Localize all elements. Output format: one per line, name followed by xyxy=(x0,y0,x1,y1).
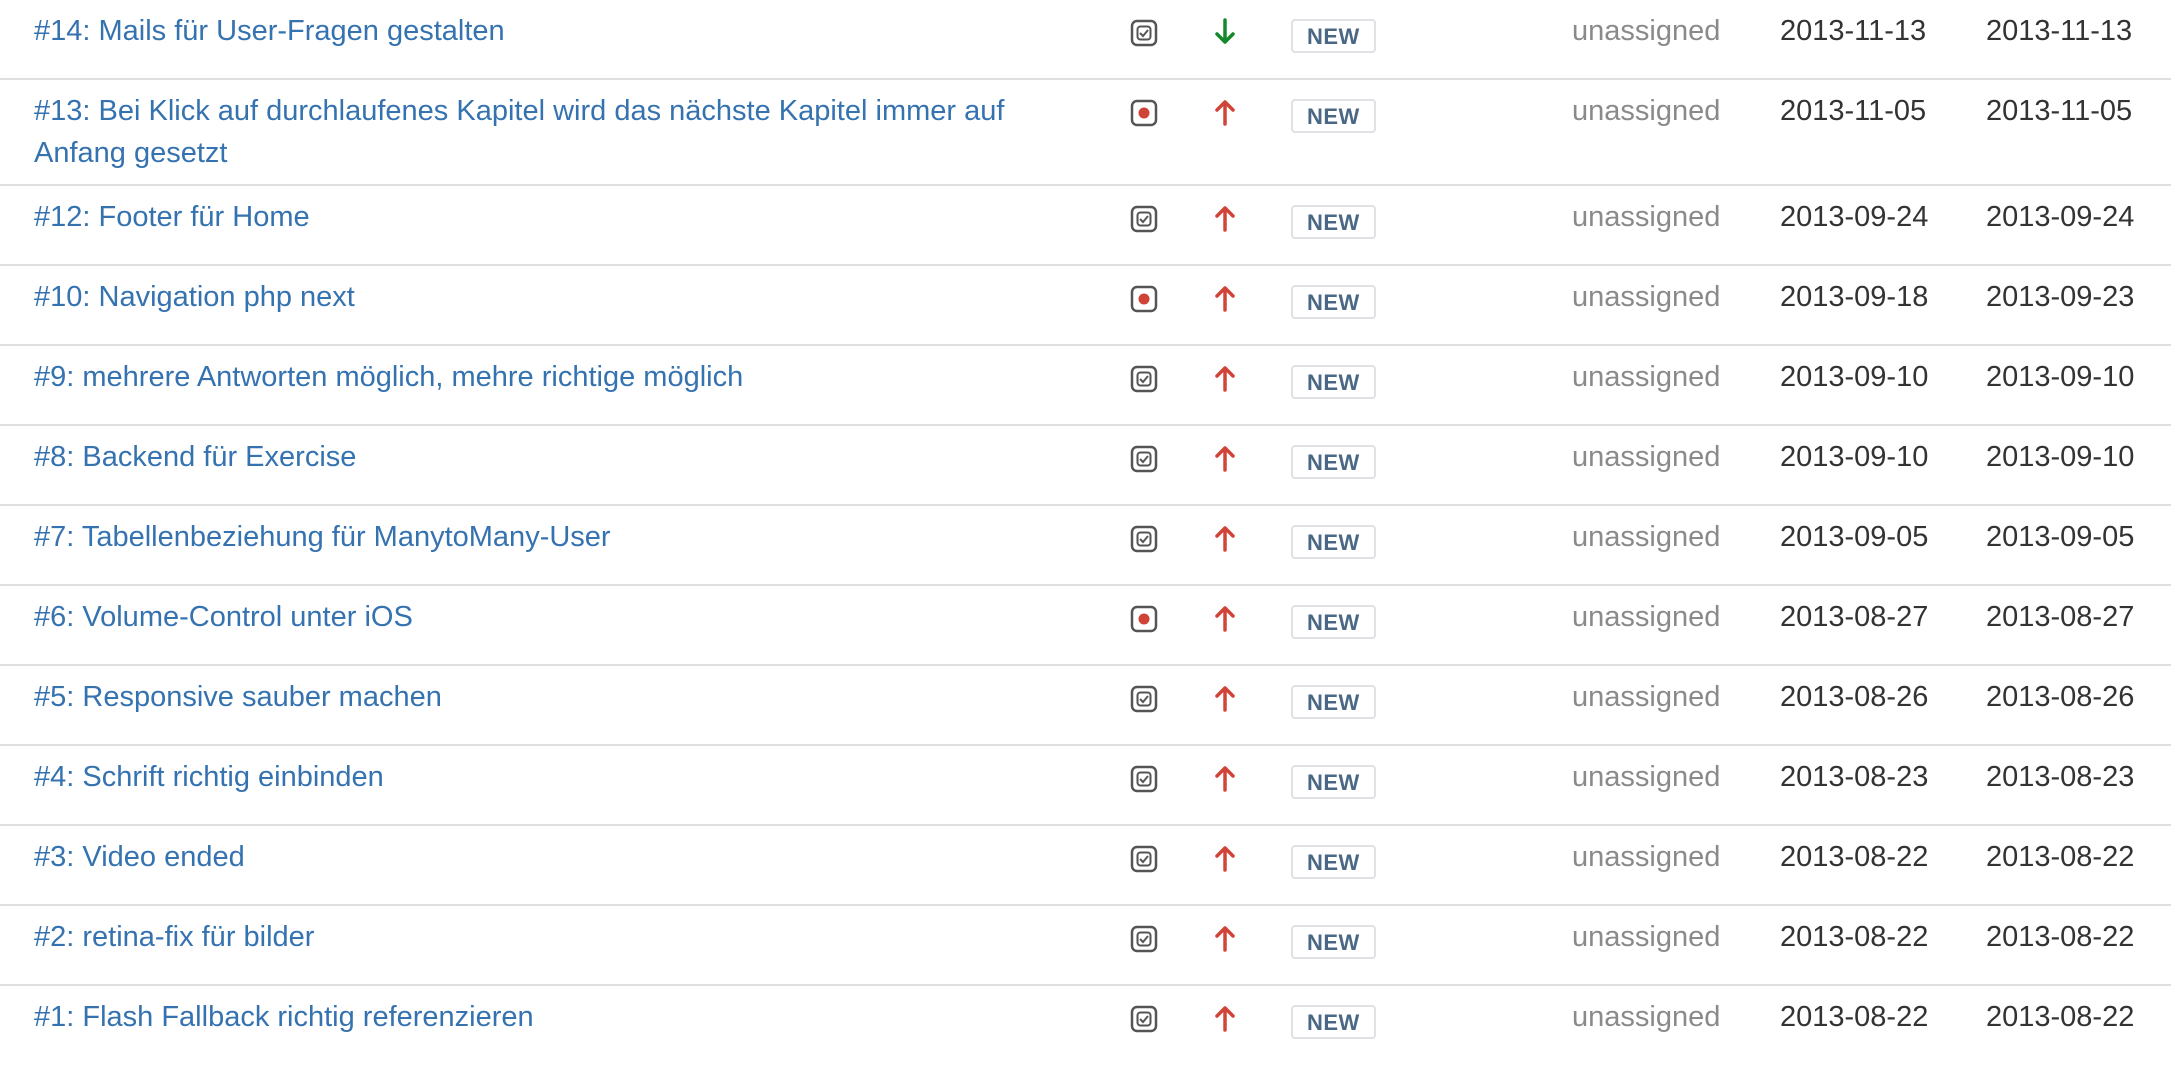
assignee-text: unassigned xyxy=(1572,95,1721,127)
assignee-text: unassigned xyxy=(1572,601,1721,633)
improvement-icon xyxy=(1130,765,1158,793)
priority-high-arrow-up-icon xyxy=(1214,203,1236,233)
created-date: 2013-08-26 xyxy=(1780,681,1929,713)
priority-high-arrow-up-icon xyxy=(1214,97,1236,127)
issue-title-link[interactable]: #7: Tabellenbeziehung für ManytoMany-User xyxy=(34,521,611,553)
created-date: 2013-09-05 xyxy=(1780,521,1929,553)
priority-high-arrow-up-icon xyxy=(1214,283,1236,313)
issue-row xyxy=(0,746,2171,826)
issue-row xyxy=(0,266,2171,346)
created-date: 2013-09-10 xyxy=(1780,361,1929,393)
issue-row xyxy=(0,0,2171,80)
updated-date: 2013-09-10 xyxy=(1986,441,2135,473)
status-badge: NEW xyxy=(1291,205,1376,239)
issue-row xyxy=(0,906,2171,986)
assignee-text: unassigned xyxy=(1572,201,1721,233)
improvement-icon xyxy=(1130,925,1158,953)
issue-row xyxy=(0,826,2171,906)
issue-row xyxy=(0,506,2171,586)
issue-title-link[interactable]: #4: Schrift richtig einbinden xyxy=(34,761,384,793)
status-badge: NEW xyxy=(1291,845,1376,879)
issue-title-link[interactable]: #2: retina-fix für bilder xyxy=(34,921,315,953)
improvement-icon xyxy=(1130,845,1158,873)
status-badge: NEW xyxy=(1291,19,1376,53)
improvement-icon xyxy=(1130,365,1158,393)
updated-date: 2013-09-23 xyxy=(1986,281,2135,313)
bug-icon xyxy=(1130,605,1158,633)
created-date: 2013-09-24 xyxy=(1780,201,1929,233)
priority-high-arrow-up-icon xyxy=(1214,1003,1236,1033)
issue-row xyxy=(0,346,2171,426)
status-badge: NEW xyxy=(1291,925,1376,959)
updated-date: 2013-09-24 xyxy=(1986,201,2135,233)
updated-date: 2013-11-13 xyxy=(1986,15,2133,47)
status-badge: NEW xyxy=(1291,365,1376,399)
priority-high-arrow-up-icon xyxy=(1214,923,1236,953)
status-badge: NEW xyxy=(1291,605,1376,639)
issue-title-link[interactable]: #10: Navigation php next xyxy=(34,281,355,313)
improvement-icon xyxy=(1130,685,1158,713)
improvement-icon xyxy=(1130,205,1158,233)
assignee-text: unassigned xyxy=(1572,521,1721,553)
assignee-text: unassigned xyxy=(1572,761,1721,793)
updated-date: 2013-08-27 xyxy=(1986,601,2135,633)
issue-row xyxy=(0,986,2171,1066)
priority-high-arrow-up-icon xyxy=(1214,603,1236,633)
bug-icon xyxy=(1130,99,1158,127)
created-date: 2013-11-13 xyxy=(1780,15,1927,47)
issue-title-link[interactable]: #12: Footer für Home xyxy=(34,201,310,233)
created-date: 2013-08-27 xyxy=(1780,601,1929,633)
improvement-icon xyxy=(1130,1005,1158,1033)
created-date: 2013-08-22 xyxy=(1780,1001,1929,1033)
issue-row xyxy=(0,426,2171,506)
priority-high-arrow-up-icon xyxy=(1214,523,1236,553)
created-date: 2013-08-22 xyxy=(1780,921,1929,953)
status-badge: NEW xyxy=(1291,445,1376,479)
priority-high-arrow-up-icon xyxy=(1214,683,1236,713)
updated-date: 2013-09-10 xyxy=(1986,361,2135,393)
issue-title-link[interactable]: #5: Responsive sauber machen xyxy=(34,681,442,713)
status-badge: NEW xyxy=(1291,765,1376,799)
updated-date: 2013-11-05 xyxy=(1986,95,2133,127)
assignee-text: unassigned xyxy=(1572,1001,1721,1033)
issue-row xyxy=(0,186,2171,266)
updated-date: 2013-08-22 xyxy=(1986,1001,2135,1033)
priority-high-arrow-up-icon xyxy=(1214,763,1236,793)
status-badge: NEW xyxy=(1291,525,1376,559)
issue-row xyxy=(0,586,2171,666)
created-date: 2013-11-05 xyxy=(1780,95,1927,127)
created-date: 2013-09-18 xyxy=(1780,281,1929,313)
created-date: 2013-09-10 xyxy=(1780,441,1929,473)
priority-low-arrow-down-icon xyxy=(1214,17,1236,47)
created-date: 2013-08-23 xyxy=(1780,761,1929,793)
issue-title-link[interactable]: #9: mehrere Antworten möglich, mehre richtige möglich xyxy=(34,361,744,393)
issue-title-link[interactable]: #14: Mails für User-Fragen gestalten xyxy=(34,15,505,47)
assignee-text: unassigned xyxy=(1572,15,1721,47)
created-date: 2013-08-22 xyxy=(1780,841,1929,873)
issue-title-link[interactable]: #13: Bei Klick auf durchlaufenes Kapitel wird das nächste Kapitel immer auf Anfang gesetzt xyxy=(34,95,1005,169)
assignee-text: unassigned xyxy=(1572,361,1721,393)
assignee-text: unassigned xyxy=(1572,841,1721,873)
updated-date: 2013-08-26 xyxy=(1986,681,2135,713)
priority-high-arrow-up-icon xyxy=(1214,843,1236,873)
improvement-icon xyxy=(1130,445,1158,473)
assignee-text: unassigned xyxy=(1572,681,1721,713)
updated-date: 2013-09-05 xyxy=(1986,521,2135,553)
bug-icon xyxy=(1130,285,1158,313)
priority-high-arrow-up-icon xyxy=(1214,363,1236,393)
status-badge: NEW xyxy=(1291,1005,1376,1039)
issue-title-link[interactable]: #3: Video ended xyxy=(34,841,245,873)
status-badge: NEW xyxy=(1291,285,1376,319)
issue-title-link[interactable]: #1: Flash Fallback richtig referenzieren xyxy=(34,1001,534,1033)
issue-title-link[interactable]: #6: Volume-Control unter iOS xyxy=(34,601,413,633)
updated-date: 2013-08-23 xyxy=(1986,761,2135,793)
issue-row xyxy=(0,80,2171,186)
updated-date: 2013-08-22 xyxy=(1986,921,2135,953)
status-badge: NEW xyxy=(1291,685,1376,719)
issue-title-link[interactable]: #8: Backend für Exercise xyxy=(34,441,357,473)
status-badge: NEW xyxy=(1291,99,1376,133)
improvement-icon xyxy=(1130,19,1158,47)
priority-high-arrow-up-icon xyxy=(1214,443,1236,473)
assignee-text: unassigned xyxy=(1572,281,1721,313)
updated-date: 2013-08-22 xyxy=(1986,841,2135,873)
assignee-text: unassigned xyxy=(1572,441,1721,473)
assignee-text: unassigned xyxy=(1572,921,1721,953)
issue-row xyxy=(0,666,2171,746)
improvement-icon xyxy=(1130,525,1158,553)
